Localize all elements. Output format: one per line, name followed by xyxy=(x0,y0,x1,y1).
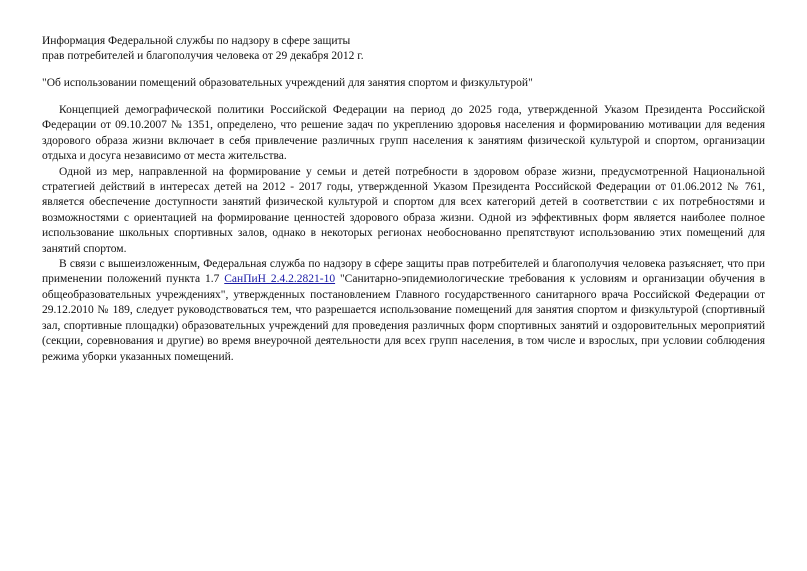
header-line-2: прав потребителей и благополучия человека от 29 декабря 2012 г. xyxy=(42,50,364,62)
paragraph-1: Концепцией демографической политики Российской Федерации на период до 2025 года, утвержденной Указом Президента Российской Федерации от 09.10.2007 № 1351, определено, что решение задач по укреплению здоровья населения и формированию мотивации для ведения здорового образа жизни включает в себя привлечение различных групп населения к занятиям физической культурой и спортом, организации отдыха и досуга независимо от места жительства. xyxy=(42,104,765,163)
document-title: "Об использовании помещений образовательных учреждений для занятия спортом и физкультурой" xyxy=(42,77,533,89)
paragraph-2: Одной из мер, направленной на формирование у семьи и детей потребности в здоровом образе жизни, предусмотренной Национальной стратегией действий в интересах детей на 2012 - 2017 годы, утвержденной Указом Президента Российской Федерации от 01.06.2012 № 761, является обеспечение доступности занятий физической культурой и спортом для всех категорий детей в соответствии с их потребностями и возможностями с ориентацией на формирование ценностей здорового образа жизни. Одной из эффективных форм является наиболее полное использование школьных спортивных залов, однако в некоторых регионах необоснованно препятствуют использованию этих помещений для занятий спортом. xyxy=(42,165,765,255)
sanpin-link[interactable]: СанПиН 2.4.2.2821-10 xyxy=(224,273,336,286)
paragraph-3 xyxy=(42,257,765,365)
paragraph-3-text-after: "Санитарно-эпидемиологические требования к условиям и организации обучения в общеобразовательных учреждениях", утвержденных постановлением Главного государственного санитарного врача Российской Федерации от 29.12.2010 № 189, следует руководствоваться тем, что разрешается использование помещений для занятия спортом и физкультурой (спортивный зал, спортивные площадки) образовательных учреждений для проведения различных форм спортивных занятий и оздоровительных мероприятий (секции, соревнования и другие) во время внеурочной деятельности для всех групп населения, в том числе и взрослых, при условии соблюдения режима уборки указанных помещений. xyxy=(42,273,765,363)
paragraph-3-text-before: В связи с вышеизложенным, Федеральная служба по надзору в сфере защиты прав потребителей и благополучия человека разъясняет, что при применении положений пункта 1.7 xyxy=(42,258,765,286)
header-line-1: Информация Федеральной службы по надзору в сфере защиты xyxy=(42,35,351,47)
document-page xyxy=(42,34,765,365)
